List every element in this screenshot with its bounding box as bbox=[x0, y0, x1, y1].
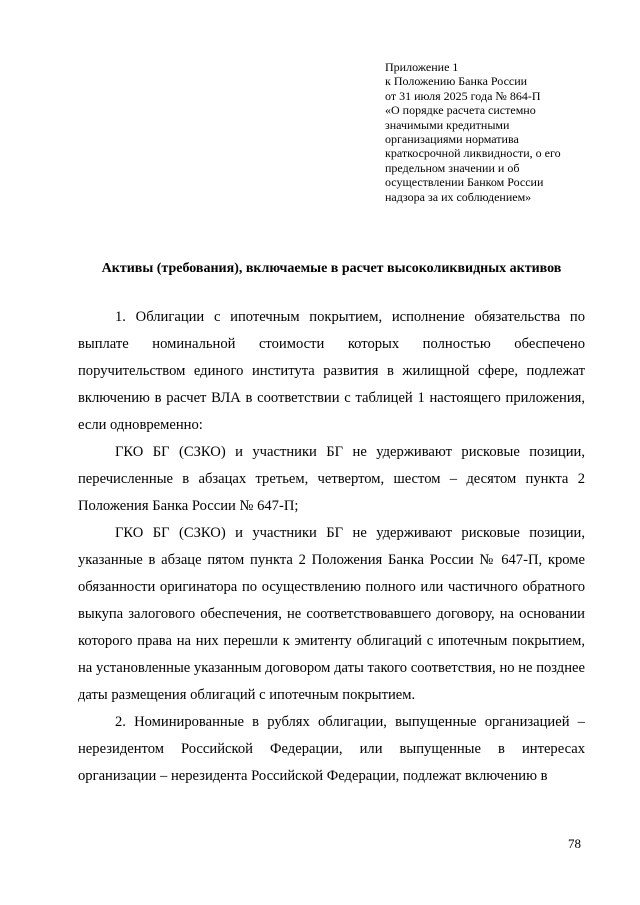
appendix-line: предельном значении и об bbox=[385, 160, 520, 175]
document-body bbox=[78, 304, 585, 790]
body-paragraph: ГКО БГ (СЗКО) и участники БГ не удерживают рисковые позиции, указанные в абзаце пятом пункта 2 Положения Банка России № 647-П, кроме обязанности оригинатора по осуществлению полного или частичного обратного выкупа залогового обеспечения, не соответствовавшего договору, на основании которого права на них перешли к эмитенту облигаций с ипотечным покрытием, на установленные указанным договором даты такого соответствия, но не позднее даты размещения облигаций с ипотечным покрытием. bbox=[78, 525, 585, 703]
appendix-line: Приложение 1 bbox=[385, 60, 459, 74]
appendix-line: организациями норматива bbox=[385, 132, 519, 147]
appendix-reference bbox=[385, 60, 585, 204]
appendix-line: краткосрочной ликвидности, о его bbox=[385, 146, 561, 161]
appendix-line: «О порядке расчета системно bbox=[385, 103, 536, 118]
document-title: Активы (требования), включаемые в расчет высоколиквидных активов bbox=[101, 261, 562, 276]
body-paragraph: 1. Облигации с ипотечным покрытием, исполнение обязательства по выплате номинальной стоимости которых полностью обеспечено поручительством единого института развития в жилищной сфере, подлежат включению в расчет ВЛА в соответствии с таблицей 1 настоящего приложения, если одновременно: bbox=[78, 309, 585, 433]
appendix-line: к Положению Банка России bbox=[385, 74, 528, 89]
page-number: 78 bbox=[568, 836, 581, 851]
body-paragraph: ГКО БГ (СЗКО) и участники БГ не удерживают рисковые позиции, перечисленные в абзацах третьем, четвертом, шестом – десятом пункта 2 Положения Банка России № 647-П; bbox=[78, 444, 585, 514]
appendix-line: от 31 июля 2025 года № 864-П bbox=[385, 88, 541, 103]
body-paragraph: 2. Номинированные в рублях облигации, выпущенные организацией – нерезидентом Российской Федерации, или выпущенные в интересах организации – нерезидента Российской Федерации, подлежат включению в bbox=[78, 714, 585, 784]
appendix-line: осуществлении Банком России bbox=[385, 175, 544, 190]
appendix-line: значимыми кредитными bbox=[385, 117, 510, 132]
appendix-line: надзора за их соблюдением» bbox=[385, 189, 532, 204]
